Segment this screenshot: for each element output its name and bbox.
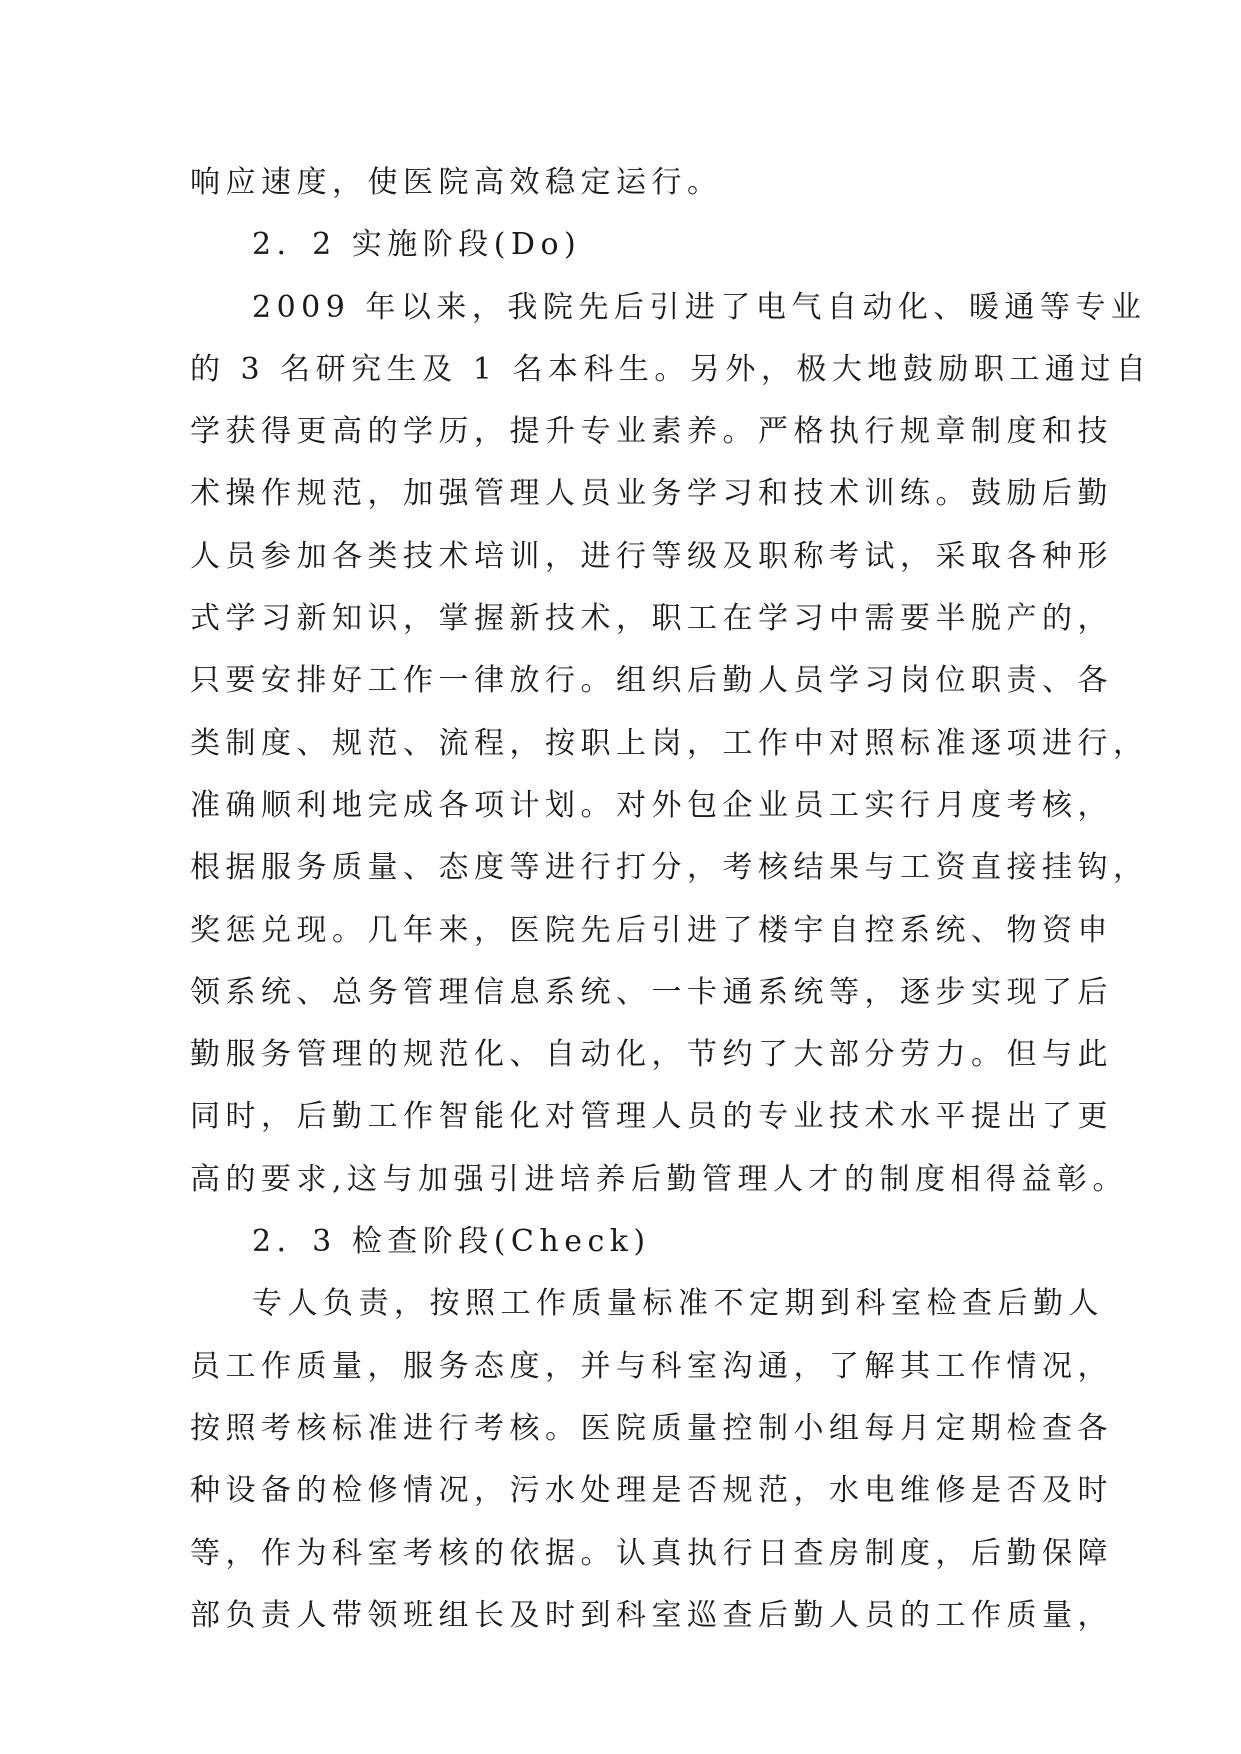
text-line: 只要安排好工作一律放行。组织后勤人员学习岗位职责、各 — [190, 663, 1113, 699]
text-line: 类制度、规范、流程，按职上岗，工作中对照标准逐项进行， — [190, 725, 1149, 761]
text-line: 部负责人带领班组长及时到科室巡查后勤人员的工作质量， — [190, 1597, 1113, 1633]
text-line: 同时，后勤工作智能化对管理人员的专业技术水平提出了更 — [190, 1099, 1113, 1135]
text-line: 高的要求,这与加强引进培养后勤管理人才的制度相得益彰。 — [190, 1161, 1129, 1197]
text-line: 勤服务管理的规范化、自动化，节约了大部分劳力。但与此 — [190, 1037, 1113, 1073]
text-line: 领系统、总务管理信息系统、一卡通系统等，逐步实现了后 — [190, 974, 1113, 1010]
text-line: 式学习新知识，掌握新技术，职工在学习中需要半脱产的， — [190, 601, 1113, 637]
text-line: 术操作规范，加强管理人员业务学习和技术训练。鼓励后勤 — [190, 476, 1113, 512]
text-line: 学获得更高的学历，提升专业素养。严格执行规章制度和技 — [190, 414, 1113, 450]
text-line: 的 3 名研究生及 1 名本科生。另外，极大地鼓励职工通过自 — [190, 351, 1152, 387]
section-heading-2-2: 2．2 实施阶段(Do) — [252, 227, 582, 263]
section-heading-2-3: 2．3 检查阶段(Check) — [252, 1224, 651, 1260]
text-line: 等，作为科室考核的依据。认真执行日查房制度，后勤保障 — [190, 1535, 1113, 1571]
text-line: 员工作质量，服务态度，并与科室沟通，了解其工作情况， — [190, 1348, 1113, 1384]
text-line: 种设备的检修情况，污水处理是否规范，水电维修是否及时 — [190, 1473, 1113, 1509]
text-line: 按照考核标准进行考核。医院质量控制小组每月定期检查各 — [190, 1410, 1113, 1446]
text-line: 准确顺利地完成各项计划。对外包企业员工实行月度考核， — [190, 787, 1113, 823]
text-line: 人员参加各类技术培训，进行等级及职称考试，采取各种形 — [190, 538, 1113, 574]
text-line: 根据服务质量、态度等进行打分，考核结果与工资直接挂钩， — [190, 850, 1149, 886]
body-text — [190, 152, 1152, 1647]
text-line: 奖惩兑现。几年来，医院先后引进了楼宇自控系统、物资申 — [190, 912, 1113, 948]
text-line: 响应速度，使医院高效稳定运行。 — [190, 165, 723, 200]
paragraph-first-line: 专人负责，按照工作质量标准不定期到科室检查后勤人 — [252, 1286, 1104, 1322]
paragraph-first-line: 2009 年以来，我院先后引进了电气自动化、暖通等专业 — [252, 289, 1147, 325]
